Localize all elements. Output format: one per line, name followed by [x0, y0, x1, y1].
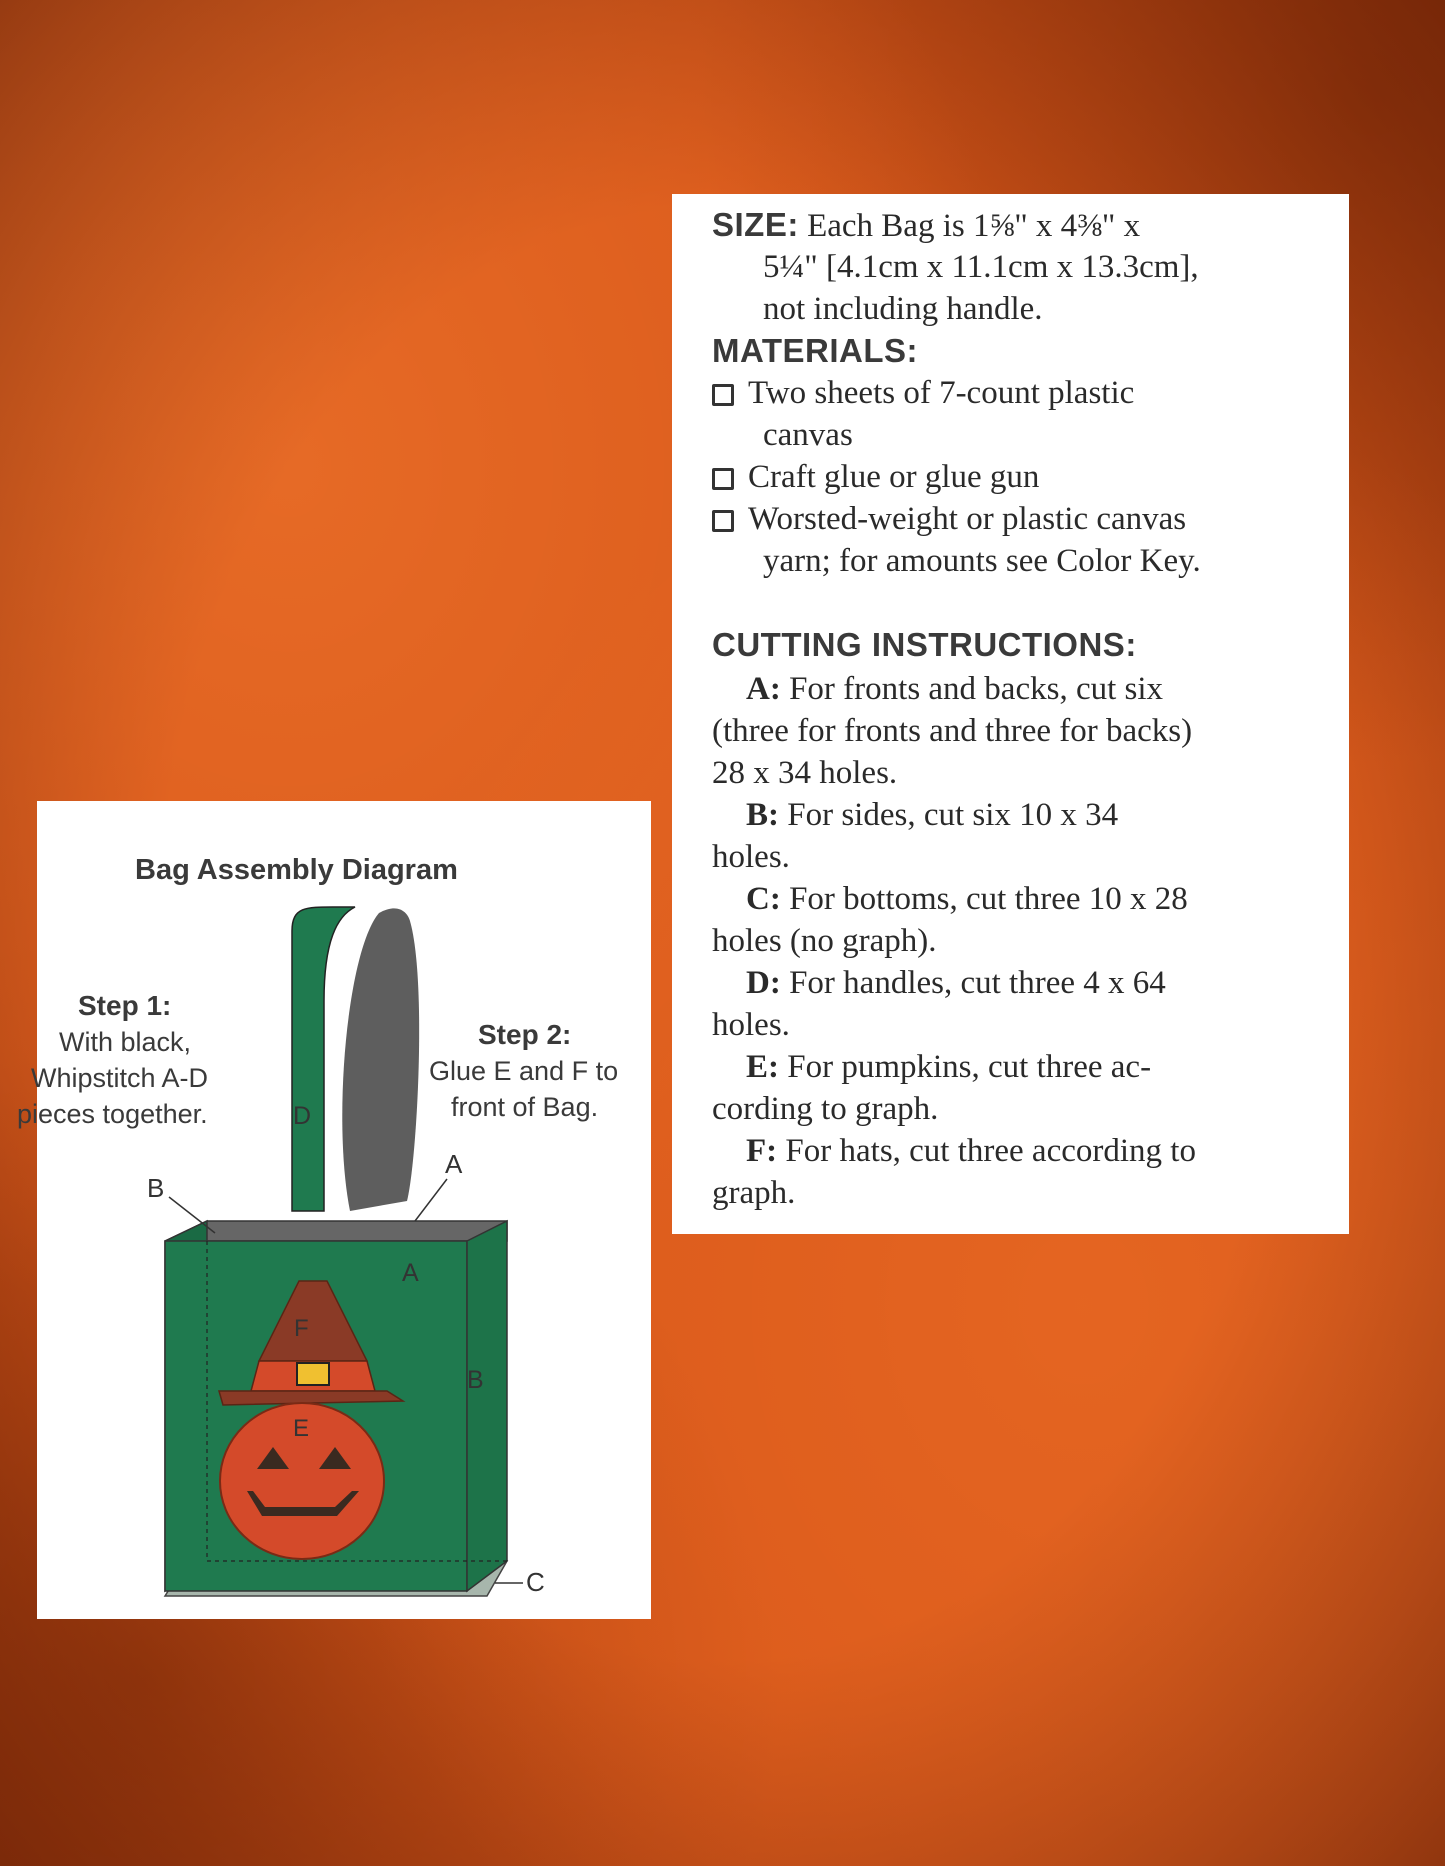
label-b-side: B [467, 1366, 484, 1394]
label-f: F [294, 1315, 309, 1342]
step2-line-2: front of Bag. [451, 1092, 599, 1122]
cut-a-line-3: 28 x 34 holes. [712, 755, 898, 791]
label-a-front: A [402, 1259, 419, 1287]
label-c: C [526, 1567, 545, 1597]
label-a-top: A [445, 1149, 463, 1179]
checkbox-icon [712, 468, 734, 490]
cut-e-letter: E: [746, 1049, 779, 1085]
bag-assembly-diagram [17, 801, 651, 1619]
material-1-line-2: canvas [763, 417, 853, 453]
cut-b-letter: B: [746, 797, 779, 833]
cut-a-text-1: For fronts and backs, cut six [789, 671, 1164, 707]
handle-back-shape [342, 908, 419, 1211]
diagram-panel [17, 801, 651, 1619]
cut-c-line-1 [746, 878, 1188, 920]
instructions-panel [672, 194, 1349, 1234]
cut-b-text-1: For sides, cut six 10 x 34 [787, 797, 1119, 833]
cut-e-line-2: cording to graph. [712, 1091, 939, 1127]
cut-e-line-1 [746, 1046, 1151, 1088]
material-1-line-1: Two sheets of 7-count plastic [748, 375, 1135, 411]
step1-line-3: pieces together. [17, 1099, 208, 1129]
checkbox-icon [712, 510, 734, 532]
step1-label: Step 1: [78, 990, 172, 1021]
material-item-3 [712, 498, 1186, 540]
material-3-line-2: yarn; for amounts see Color Key. [763, 543, 1201, 579]
size-heading: SIZE: [712, 206, 799, 243]
step1-line-2: Whipstitch A-D [31, 1063, 209, 1093]
cut-b-line-1 [746, 794, 1118, 836]
label-e: E [293, 1415, 310, 1442]
cut-b-line-2: holes. [712, 839, 790, 875]
cut-f-letter: F: [746, 1133, 778, 1169]
cut-f-line-1 [746, 1130, 1196, 1172]
cut-a-letter: A: [746, 671, 781, 707]
cut-a-line-2: (three for fronts and three for backs) [712, 713, 1193, 749]
cut-f-text-1: For hats, cut three according to [785, 1133, 1196, 1169]
material-item-2 [712, 456, 1039, 498]
cut-d-line-1 [746, 962, 1166, 1004]
cut-c-text-1: For bottoms, cut three 10 x 28 [789, 881, 1188, 917]
step2-line-1: Glue E and F to [429, 1056, 619, 1086]
cut-e-text-1: For pumpkins, cut three ac- [787, 1049, 1152, 1085]
label-b-left: B [147, 1173, 165, 1203]
size-line-3: not including handle. [763, 291, 1043, 327]
material-3-line-1: Worsted-weight or plastic canvas [748, 501, 1187, 537]
checkbox-icon [712, 384, 734, 406]
bag-side-b [467, 1221, 507, 1591]
cut-d-line-2: holes. [712, 1007, 790, 1043]
cut-d-text-1: For handles, cut three 4 x 64 [789, 965, 1166, 1001]
diagram-title: Bag Assembly Diagram [135, 854, 458, 886]
cut-c-line-2: holes (no graph). [712, 923, 937, 959]
cutting-heading: CUTTING INSTRUCTIONS: [712, 626, 1137, 663]
leader-a [415, 1179, 447, 1221]
cut-c-letter: C: [746, 881, 781, 917]
label-d: D [293, 1102, 312, 1130]
material-item-1 [712, 372, 1134, 414]
cut-a-line-1 [746, 668, 1163, 710]
bag-top-opening [165, 1221, 507, 1241]
step2-label: Step 2: [478, 1019, 572, 1050]
cut-f-line-2: graph. [712, 1175, 796, 1211]
cut-d-letter: D: [746, 965, 781, 1001]
materials-heading: MATERIALS: [712, 332, 919, 369]
size-line-2: 5¼" [4.1cm x 11.1cm x 13.3cm], [763, 249, 1199, 285]
material-2-line-1: Craft glue or glue gun [748, 459, 1040, 495]
size-text-1: Each Bag is 1⅝" x 4⅜" x [807, 208, 1141, 244]
step1-line-1: With black, [59, 1027, 192, 1057]
size-line-1 [712, 204, 1140, 247]
hat-buckle [297, 1363, 329, 1385]
